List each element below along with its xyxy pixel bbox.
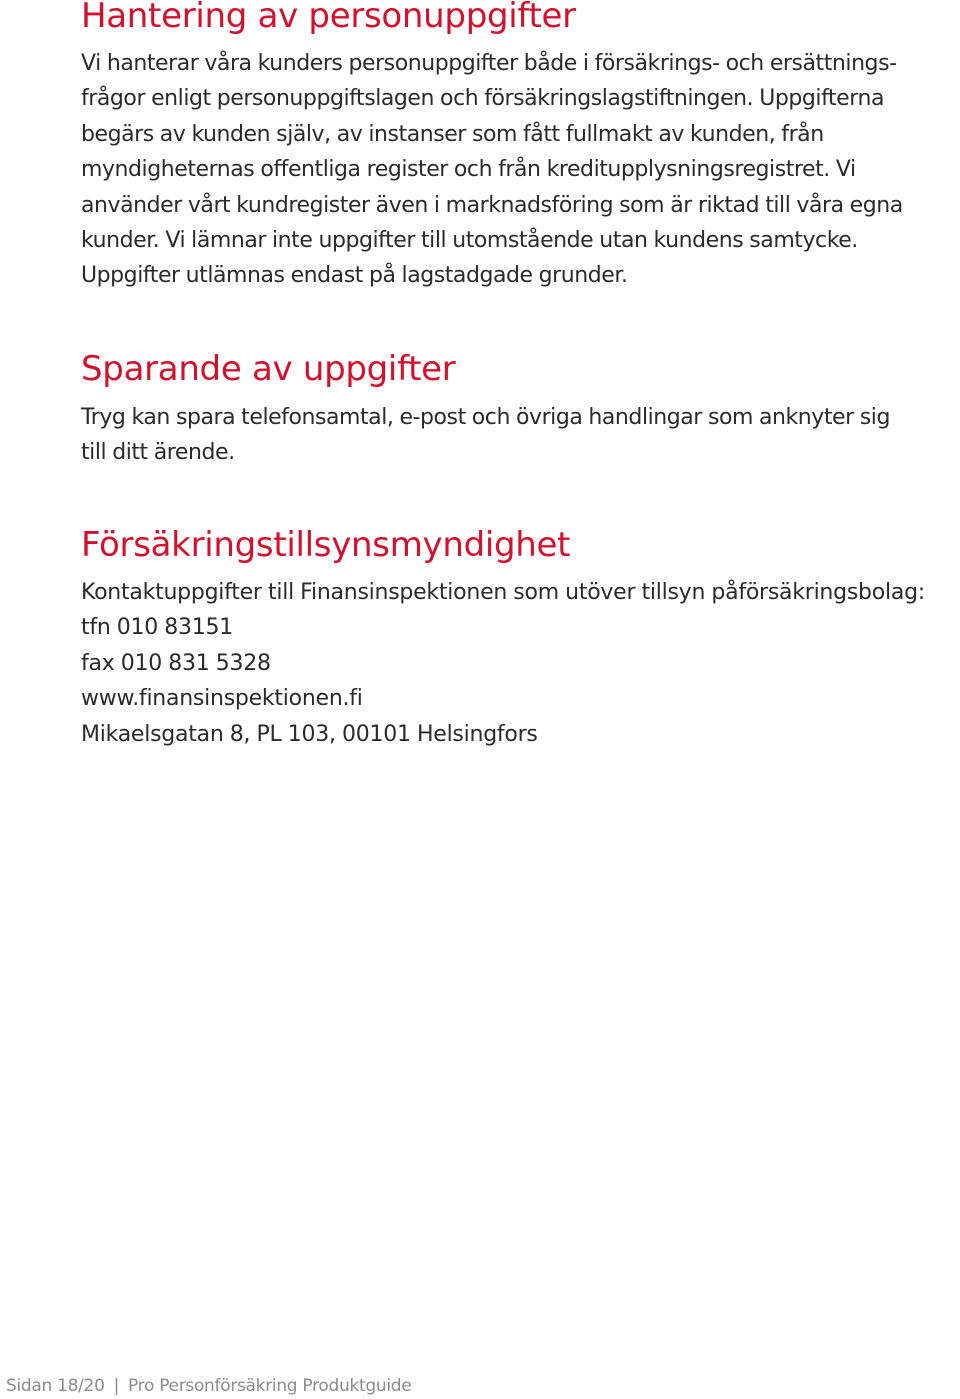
contact-address: Mikaelsgatan 8, PL 103, 00101 Helsingfors (81, 721, 538, 747)
footer-separator: | (113, 1376, 120, 1396)
section-heading: Sparande av uppgifter (81, 349, 456, 389)
section-heading: Hantering av personuppgifter (81, 0, 576, 36)
page-footer (6, 1375, 411, 1397)
section-supervisory-authority (81, 525, 951, 752)
body-line: Vi hanterar våra kunders personuppgifter både i försäkrings- och ersättnings- (81, 51, 897, 76)
section-body (81, 46, 951, 294)
section-heading: Försäkringstillsynsmyndighet (81, 525, 571, 565)
document-title: Pro Personförsäkring Produktguide (128, 1376, 412, 1396)
contact-details (81, 575, 951, 752)
body-line: begärs av kunden själv, av instanser som fått fullmakt av kunden, från (81, 121, 824, 147)
section-body (81, 400, 951, 471)
page-number: Sidan 18/20 (6, 1376, 105, 1396)
body-line: kunder. Vi lämnar inte uppgifter till utomstående utan kundens samtycke. (81, 228, 858, 254)
body-line: myndigheternas offentliga register och från kreditupplysningsregistret. Vi (81, 157, 856, 183)
body-line: till ditt ärende. (81, 440, 235, 466)
contact-fax: fax 010 831 5328 (81, 650, 271, 676)
body-line: använder vårt kundregister även i marknadsföring som är riktad till våra egna (81, 192, 903, 218)
contact-website: www.finansinspektionen.fi (81, 686, 363, 712)
body-line: Uppgifter utlämnas endast på lagstadgade grunder. (81, 263, 628, 289)
contact-intro: Kontaktuppgifter till Finansinspektionen som utöver tillsyn påförsäkringsbolag: (81, 580, 925, 605)
section-data-storage (81, 349, 951, 471)
body-line: Tryg kan spara telefonsamtal, e-post och övriga handlingar som anknyter sig (81, 405, 890, 430)
section-personal-data (81, 0, 951, 294)
contact-phone: tfn 010 83151 (81, 615, 234, 641)
body-line: frågor enligt personuppgiftslagen och försäkringslagstiftningen. Uppgifterna (81, 86, 884, 112)
